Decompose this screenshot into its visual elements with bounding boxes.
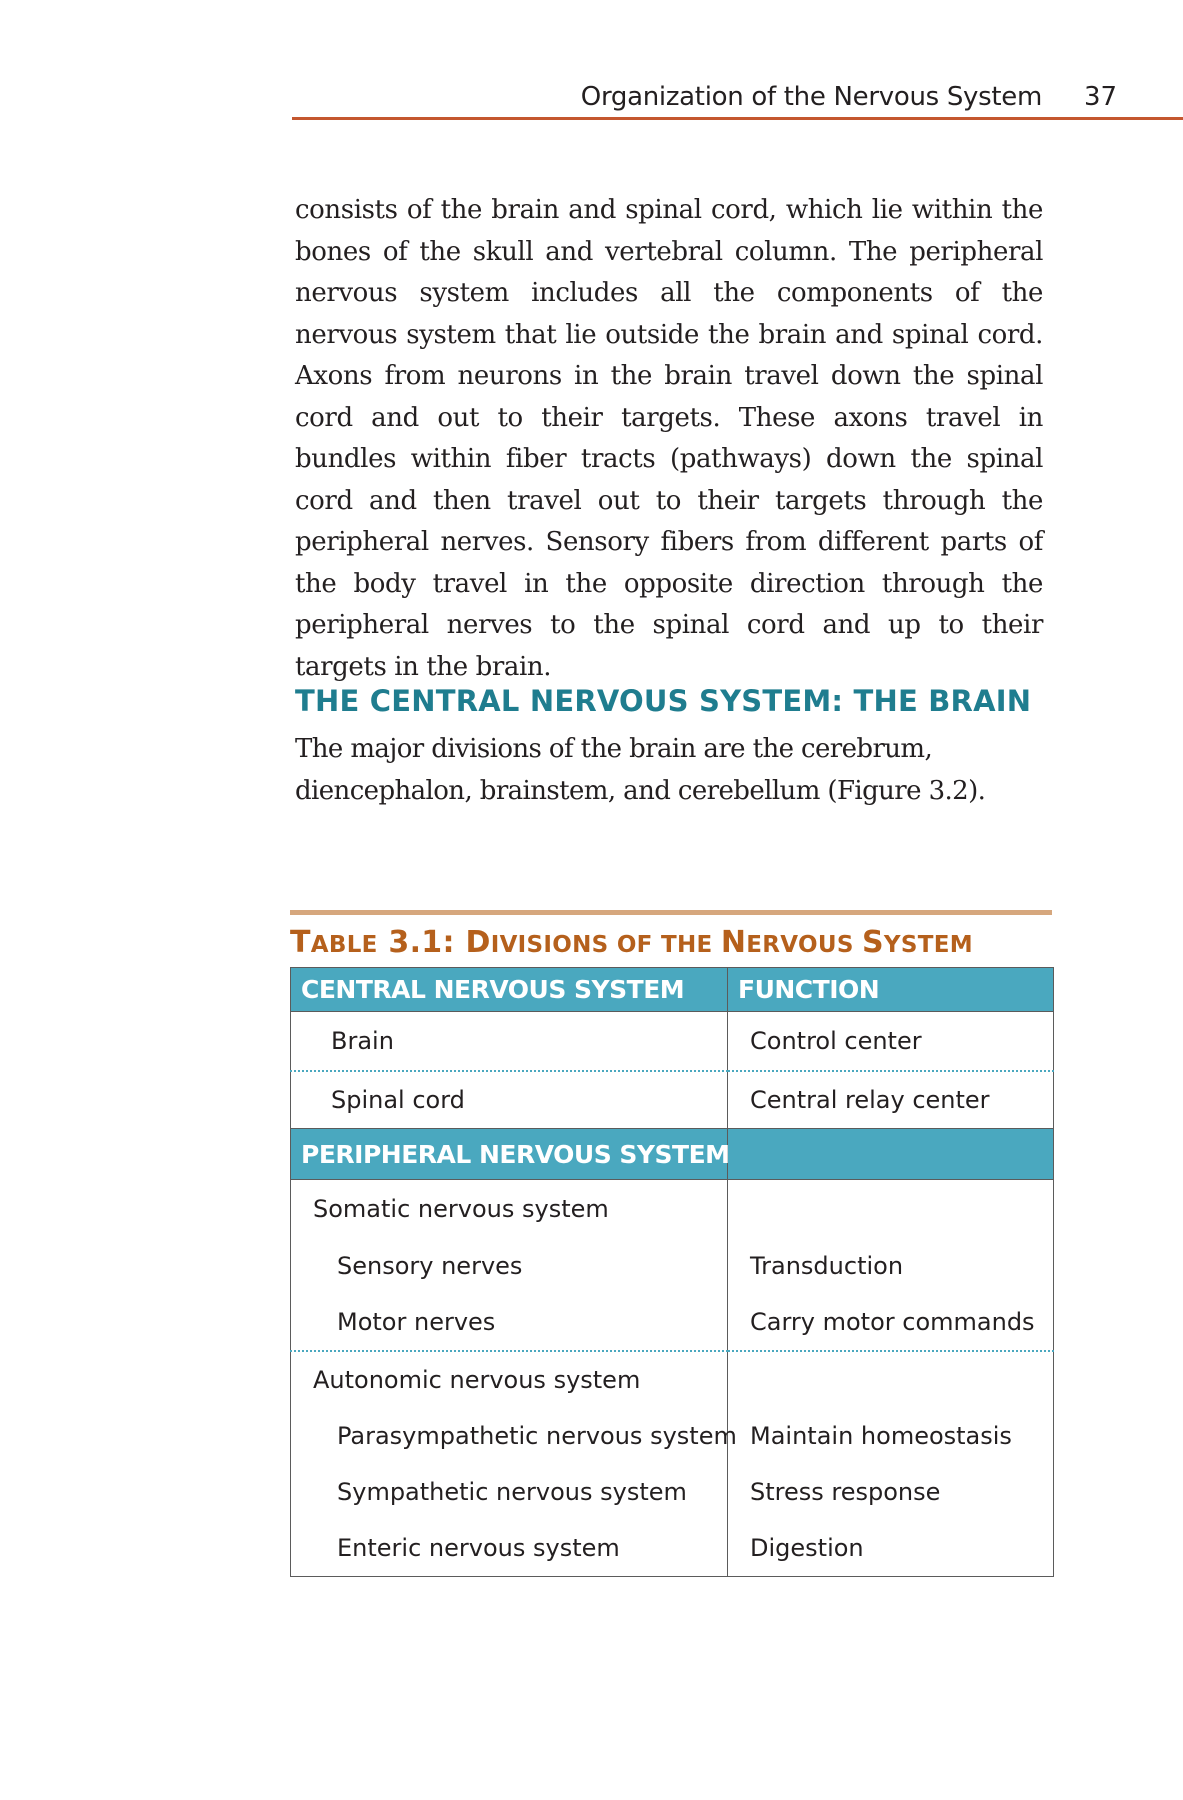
- division-cell: Brain: [291, 1012, 728, 1072]
- header-cell-central: CENTRAL NERVOUS SYSTEM: [291, 968, 728, 1012]
- function-cell: Digestion: [728, 1520, 1054, 1577]
- table-header-row: [291, 968, 1054, 1012]
- table-top-rule: [290, 910, 1052, 915]
- divisions-table: [290, 967, 1054, 1577]
- caption-part: YSTEM: [883, 932, 973, 958]
- body-paragraph: The major divisions of the brain are the cerebrum, diencephalon, brainstem, and cerebellum (Figure 3.2).: [295, 734, 986, 806]
- caption-part: IVISIONS OF THE: [490, 932, 721, 958]
- table-caption: [290, 925, 973, 960]
- division-cell: Autonomic nervous system: [291, 1351, 728, 1408]
- page-number: 37: [1084, 82, 1118, 112]
- running-head: [292, 80, 1183, 120]
- division-cell: Motor nerves: [291, 1294, 728, 1351]
- table-row: [291, 1351, 1054, 1408]
- header-cell-peripheral: PERIPHERAL NERVOUS SYSTEM: [291, 1129, 728, 1180]
- function-cell: [728, 1180, 1054, 1239]
- section-heading: THE CENTRAL NERVOUS SYSTEM: THE BRAIN: [295, 684, 1032, 718]
- caption-part: N: [720, 925, 747, 960]
- function-cell: Central relay center: [728, 1071, 1054, 1129]
- function-cell: Maintain homeostasis: [728, 1408, 1054, 1464]
- caption-part: T: [290, 925, 311, 960]
- header-cell-function: FUNCTION: [728, 968, 1054, 1012]
- function-cell: Control center: [728, 1012, 1054, 1072]
- running-title: Organization of the Nervous System: [580, 82, 1042, 112]
- table-row: [291, 1408, 1054, 1464]
- caption-part: ERVOUS: [746, 932, 862, 958]
- table-row: [291, 1464, 1054, 1520]
- division-cell: Sympathetic nervous system: [291, 1464, 728, 1520]
- division-cell: Spinal cord: [291, 1071, 728, 1129]
- caption-part: ABLE: [310, 932, 378, 958]
- function-cell: [728, 1351, 1054, 1408]
- function-cell: Stress response: [728, 1464, 1054, 1520]
- table-header-row: [291, 1129, 1054, 1180]
- table-row: [291, 1520, 1054, 1577]
- table-row: [291, 1180, 1054, 1239]
- body-paragraph: consists of the brain and spinal cord, which lie within the bones of the skull and vertebral column. The peripheral nervous system includes all the components of the nervous system that lie outside the brain and spinal cord. Axons from neurons in the brain travel down the spinal cord and out to their targets. These axons travel in bundles within fiber tracts (pathways) down the spinal cord and then travel out to their targets through the peripheral nerves. Sensory fibers from different parts of the body travel in the opposite direction through the peripheral nerves to the spinal cord and up to their targets in the brain.: [295, 195, 1043, 682]
- table-row: [291, 1012, 1054, 1072]
- function-cell: Carry motor commands: [728, 1294, 1054, 1351]
- division-cell: Enteric nervous system: [291, 1520, 728, 1577]
- division-cell: Parasympathetic nervous system: [291, 1408, 728, 1464]
- caption-part: S: [862, 925, 884, 960]
- division-cell: Sensory nerves: [291, 1238, 728, 1294]
- caption-part: D: [465, 925, 491, 960]
- function-cell: Transduction: [728, 1238, 1054, 1294]
- division-cell: Somatic nervous system: [291, 1180, 728, 1239]
- header-cell-empty: [728, 1129, 1054, 1180]
- table-row: [291, 1294, 1054, 1351]
- table-row: [291, 1238, 1054, 1294]
- table-row: [291, 1071, 1054, 1129]
- caption-part: 3.1:: [377, 925, 466, 960]
